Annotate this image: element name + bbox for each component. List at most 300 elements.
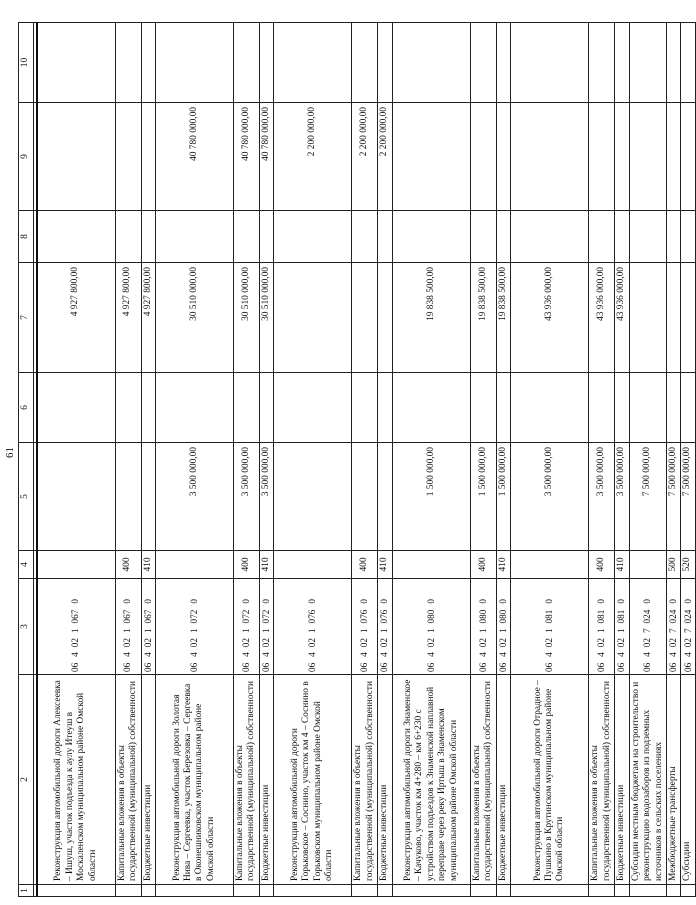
cell-col-5: 1 500 000,00 [470, 443, 496, 551]
code-part: 02 [497, 638, 508, 648]
cell-code [667, 579, 681, 675]
cell-code [496, 579, 510, 675]
cell-code [352, 579, 378, 675]
code-part: 02 [142, 638, 153, 648]
code-part: 02 [642, 638, 653, 648]
code-part: 0 [142, 599, 153, 604]
cell-col-7: 19 838 500,00 [392, 263, 470, 373]
cell-col-10 [378, 23, 392, 103]
code-part: 1 [544, 628, 555, 634]
cell-col-4 [37, 551, 116, 579]
code-part: 06 [497, 662, 508, 672]
cell-col-4: 500 [667, 551, 681, 579]
cell-col-10 [470, 23, 496, 103]
code-part: 4 [307, 652, 318, 657]
cell-col-6 [511, 373, 589, 443]
cell-code [155, 579, 233, 675]
table-row [667, 23, 681, 897]
code-part: 06 [682, 662, 693, 672]
cell-col-6 [233, 373, 259, 443]
cell-col-9 [496, 103, 510, 211]
cell-col-7: 43 936 000,00 [511, 263, 589, 373]
cell-col-8 [259, 211, 273, 263]
cell-col-10 [274, 23, 352, 103]
cell-col-7 [681, 263, 695, 373]
code-part: 0 [240, 599, 251, 604]
cell-description: Капитальные вложения в объекты государственной (муниципальной) собственности [470, 675, 496, 885]
cell-col-9: 2 200 000,00 [274, 103, 352, 211]
cell-col-10 [629, 23, 666, 103]
code-part: 02 [544, 638, 555, 648]
cell-col-10 [352, 23, 378, 103]
code-part: 02 [616, 638, 627, 648]
cell-col-9 [470, 103, 496, 211]
code-part: 0 [497, 599, 508, 604]
code-part: 0 [122, 599, 133, 604]
cell-col-8 [629, 211, 666, 263]
cell-col-10 [37, 23, 116, 103]
cell-col-6 [496, 373, 510, 443]
code-part: 1 [425, 628, 436, 634]
cell-description: Бюджетные инвестиции [496, 675, 510, 885]
table-row [470, 23, 496, 897]
cell-col-5: 7 500 000,00 [629, 443, 666, 551]
cell-col-1 [629, 885, 666, 897]
cell-col-9 [141, 103, 155, 211]
cell-col-8 [352, 211, 378, 263]
table-row [615, 23, 629, 897]
code-part: 0 [682, 599, 693, 604]
code-part: 06 [379, 662, 390, 672]
code-part: 4 [188, 652, 199, 657]
cell-col-7: 30 510 000,00 [233, 263, 259, 373]
cell-col-6 [615, 373, 629, 443]
code-part: 076 [307, 609, 318, 624]
cell-col-9: 40 780 000,00 [259, 103, 273, 211]
code-part: 4 [359, 652, 370, 657]
code-part: 072 [240, 609, 251, 624]
cell-col-10 [589, 23, 615, 103]
cell-code [629, 579, 666, 675]
code-part: 1 [497, 628, 508, 634]
cell-col-8 [615, 211, 629, 263]
code-part: 0 [642, 599, 653, 604]
code-part: 06 [122, 662, 133, 672]
cell-col-1 [470, 885, 496, 897]
cell-col-8 [233, 211, 259, 263]
cell-col-9: 2 200 000,00 [378, 103, 392, 211]
cell-description: Реконструкция автомобильной дороги Горьковское – Соснино, участок км 4 – Соснино в Горьковском муниципальном районе Омской области [274, 675, 352, 885]
code-part: 1 [379, 628, 390, 634]
cell-col-9 [392, 103, 470, 211]
code-part: 4 [240, 652, 251, 657]
cell-col-7 [274, 263, 352, 373]
cell-code [470, 579, 496, 675]
cell-description: Субсидии местным бюджетам на строительство и реконструкцию водозаборов из подземных источников в сельских поселениях [629, 675, 666, 885]
table-row [233, 23, 259, 897]
cell-col-5: 1 500 000,00 [392, 443, 470, 551]
code-part: 0 [477, 599, 488, 604]
cell-col-7: 30 510 000,00 [155, 263, 233, 373]
cell-col-4 [629, 551, 666, 579]
cell-code [392, 579, 470, 675]
code-part: 0 [425, 599, 436, 604]
cell-col-6 [259, 373, 273, 443]
cell-code [615, 579, 629, 675]
cell-col-1 [392, 885, 470, 897]
cell-col-10 [681, 23, 695, 103]
code-part: 1 [477, 628, 488, 634]
code-part: 072 [188, 609, 199, 624]
code-part: 0 [261, 599, 272, 604]
code-part: 06 [477, 662, 488, 672]
cell-col-4: 400 [589, 551, 615, 579]
code-part: 0 [544, 599, 555, 604]
code-part: 02 [307, 638, 318, 648]
cell-col-4: 410 [496, 551, 510, 579]
cell-col-10 [511, 23, 589, 103]
code-part: 4 [122, 652, 133, 657]
cell-col-4: 400 [470, 551, 496, 579]
code-part: 1 [359, 628, 370, 634]
cell-col-8 [155, 211, 233, 263]
code-part: 02 [477, 638, 488, 648]
code-part: 4 [682, 652, 693, 657]
code-part: 1 [616, 628, 627, 634]
cell-col-5: 3 500 000,00 [233, 443, 259, 551]
code-part: 02 [682, 638, 693, 648]
code-part: 024 [682, 609, 693, 624]
cell-description: Субсидии [681, 675, 695, 885]
cell-col-4: 520 [681, 551, 695, 579]
cell-col-8 [392, 211, 470, 263]
code-part: 1 [142, 628, 153, 634]
cell-col-10 [496, 23, 510, 103]
code-part: 06 [616, 662, 627, 672]
cell-col-7: 43 936 000,00 [589, 263, 615, 373]
code-part: 067 [70, 609, 81, 624]
table-row [155, 23, 233, 897]
header-col-1: 1 [19, 885, 34, 897]
cell-col-5 [378, 443, 392, 551]
cell-description: Реконструкция автомобильной дороги Отрадное – Пушкино в Крутинском муниципальном районе Омской области [511, 675, 589, 885]
cell-col-8 [274, 211, 352, 263]
cell-col-4: 410 [615, 551, 629, 579]
code-part: 02 [359, 638, 370, 648]
code-part: 02 [240, 638, 251, 648]
code-part: 080 [477, 609, 488, 624]
cell-col-9 [681, 103, 695, 211]
cell-col-1 [37, 885, 116, 897]
table-row [496, 23, 510, 897]
cell-code [274, 579, 352, 675]
header-col-3: 3 [19, 579, 34, 675]
code-part: 0 [596, 599, 607, 604]
cell-col-9 [511, 103, 589, 211]
cell-col-4: 410 [378, 551, 392, 579]
header-col-5: 5 [19, 443, 34, 551]
cell-col-1 [378, 885, 392, 897]
header-col-4: 4 [19, 551, 34, 579]
cell-col-7: 19 838 500,00 [470, 263, 496, 373]
code-part: 081 [544, 609, 555, 624]
code-part: 4 [477, 652, 488, 657]
cell-code [378, 579, 392, 675]
code-part: 076 [359, 609, 370, 624]
code-part: 06 [142, 662, 153, 672]
cell-col-5 [141, 443, 155, 551]
code-part: 06 [261, 662, 272, 672]
code-part: 0 [379, 599, 390, 604]
cell-col-9 [37, 103, 116, 211]
code-part: 0 [307, 599, 318, 604]
cell-code [37, 579, 116, 675]
cell-col-7 [629, 263, 666, 373]
cell-col-1 [115, 885, 141, 897]
cell-col-10 [615, 23, 629, 103]
cell-col-6 [629, 373, 666, 443]
cell-description: Бюджетные инвестиции [615, 675, 629, 885]
cell-col-1 [589, 885, 615, 897]
code-part: 0 [188, 599, 199, 604]
code-part: 7 [682, 628, 693, 634]
cell-col-8 [470, 211, 496, 263]
code-part: 02 [188, 638, 199, 648]
cell-description: Капитальные вложения в объекты государственной (муниципальной) собственности [589, 675, 615, 885]
cell-col-6 [37, 373, 116, 443]
cell-col-8 [511, 211, 589, 263]
cell-col-5: 7 500 000,00 [667, 443, 681, 551]
cell-description: Капитальные вложения в объекты государственной (муниципальной) собственности [352, 675, 378, 885]
cell-col-6 [589, 373, 615, 443]
code-part: 1 [596, 628, 607, 634]
cell-col-4 [274, 551, 352, 579]
cell-col-6 [378, 373, 392, 443]
cell-col-1 [259, 885, 273, 897]
code-part: 06 [359, 662, 370, 672]
code-part: 02 [425, 638, 436, 648]
table-row [274, 23, 352, 897]
code-part: 024 [642, 609, 653, 624]
cell-col-7: 4 927 800,00 [115, 263, 141, 373]
cell-col-5: 3 500 000,00 [589, 443, 615, 551]
table-row [37, 23, 116, 897]
cell-col-7 [378, 263, 392, 373]
code-part: 4 [616, 652, 627, 657]
cell-description: Бюджетные инвестиции [378, 675, 392, 885]
cell-col-10 [155, 23, 233, 103]
code-part: 067 [142, 609, 153, 624]
code-part: 4 [642, 652, 653, 657]
code-part: 067 [122, 609, 133, 624]
cell-col-9 [667, 103, 681, 211]
table-row [681, 23, 695, 897]
code-part: 076 [379, 609, 390, 624]
code-part: 1 [122, 628, 133, 634]
cell-col-9 [615, 103, 629, 211]
cell-col-9: 40 780 000,00 [155, 103, 233, 211]
code-part: 02 [379, 638, 390, 648]
cell-col-8 [115, 211, 141, 263]
code-part: 4 [668, 652, 679, 657]
code-part: 02 [668, 638, 679, 648]
cell-col-5 [352, 443, 378, 551]
cell-col-8 [589, 211, 615, 263]
code-part: 081 [616, 609, 627, 624]
code-part: 0 [668, 599, 679, 604]
cell-col-1 [233, 885, 259, 897]
cell-description: Межбюджетные трансферты [667, 675, 681, 885]
cell-col-9: 2 200 000,00 [352, 103, 378, 211]
cell-col-1 [496, 885, 510, 897]
code-part: 02 [596, 638, 607, 648]
cell-col-5 [115, 443, 141, 551]
code-part: 024 [668, 609, 679, 624]
code-part: 0 [359, 599, 370, 604]
cell-description: Реконструкция автомобильной дороги Знаменское – Качуково, участок км 4+280 – км 6+230 с устройством подъездов к Знаменской наплавной переправе через реку Иртыш в Знаменском муниципальном районе Омской области [392, 675, 470, 885]
code-part: 06 [425, 662, 436, 672]
code-part: 1 [261, 628, 272, 634]
code-part: 06 [70, 662, 81, 672]
code-part: 06 [642, 662, 653, 672]
cell-col-1 [155, 885, 233, 897]
code-part: 02 [261, 638, 272, 648]
table-row [589, 23, 615, 897]
code-part: 02 [122, 638, 133, 648]
cell-col-5 [274, 443, 352, 551]
cell-col-7: 19 838 500,00 [496, 263, 510, 373]
cell-col-5: 1 500 000,00 [496, 443, 510, 551]
cell-col-7: 4 927 800,00 [37, 263, 116, 373]
cell-code [233, 579, 259, 675]
code-part: 4 [70, 652, 81, 657]
cell-col-1 [141, 885, 155, 897]
cell-col-5: 3 500 000,00 [615, 443, 629, 551]
code-part: 06 [596, 662, 607, 672]
header-col-2: 2 [19, 675, 34, 885]
cell-col-5 [37, 443, 116, 551]
cell-col-4 [511, 551, 589, 579]
cell-col-10 [233, 23, 259, 103]
header-col-8: 8 [19, 211, 34, 263]
cell-col-10 [141, 23, 155, 103]
table-row [511, 23, 589, 897]
cell-col-8 [681, 211, 695, 263]
table-row [141, 23, 155, 897]
code-part: 7 [668, 628, 679, 634]
code-part: 1 [188, 628, 199, 634]
cell-col-1 [274, 885, 352, 897]
cell-col-8 [141, 211, 155, 263]
cell-col-9: 40 780 000,00 [233, 103, 259, 211]
cell-col-4 [392, 551, 470, 579]
header-col-6: 6 [19, 373, 34, 443]
cell-col-1 [667, 885, 681, 897]
header-col-9: 9 [19, 103, 34, 211]
cell-code [259, 579, 273, 675]
table-row [378, 23, 392, 897]
cell-col-6 [155, 373, 233, 443]
cell-col-10 [259, 23, 273, 103]
code-part: 4 [497, 652, 508, 657]
cell-col-5: 3 500 000,00 [155, 443, 233, 551]
cell-col-7 [667, 263, 681, 373]
header-row [19, 23, 34, 897]
cell-col-7: 30 510 000,00 [259, 263, 273, 373]
cell-description: Реконструкция автомобильной дороги Золотая Нива – Сергеевка, участок Березовка – Сергеевка в Оконешниковском муниципальном районе Омской области [155, 675, 233, 885]
header-col-7: 7 [19, 263, 34, 373]
cell-col-1 [615, 885, 629, 897]
code-part: 4 [142, 652, 153, 657]
table-row [392, 23, 470, 897]
code-part: 080 [497, 609, 508, 624]
header-col-10: 10 [19, 23, 34, 103]
cell-code [681, 579, 695, 675]
cell-col-1 [681, 885, 695, 897]
cell-col-5: 3 500 000,00 [259, 443, 273, 551]
cell-code [115, 579, 141, 675]
cell-col-5: 3 500 000,00 [511, 443, 589, 551]
cell-description: Бюджетные инвестиции [259, 675, 273, 885]
cell-col-5: 7 500 000,00 [681, 443, 695, 551]
cell-col-4 [155, 551, 233, 579]
code-part: 06 [307, 662, 318, 672]
code-part: 4 [596, 652, 607, 657]
cell-col-8 [496, 211, 510, 263]
table-row [352, 23, 378, 897]
cell-col-10 [115, 23, 141, 103]
cell-col-8 [37, 211, 116, 263]
cell-col-4: 410 [141, 551, 155, 579]
cell-col-9 [115, 103, 141, 211]
cell-col-8 [667, 211, 681, 263]
cell-col-4: 400 [233, 551, 259, 579]
cell-col-9 [629, 103, 666, 211]
budget-table [18, 22, 696, 897]
cell-col-7: 43 936 000,00 [615, 263, 629, 373]
cell-col-6 [470, 373, 496, 443]
cell-col-6 [392, 373, 470, 443]
table-row [259, 23, 273, 897]
code-part: 06 [668, 662, 679, 672]
page-number: 61 [4, 447, 16, 458]
cell-description: Реконструкция автомобильной дороги Алексеевка – Ишуш, участок подъезда к аулу Итеуш в Москаленском муниципальном районе Омской области [37, 675, 116, 885]
cell-col-7 [352, 263, 378, 373]
cell-code [141, 579, 155, 675]
code-part: 4 [379, 652, 390, 657]
code-part: 06 [544, 662, 555, 672]
cell-code [511, 579, 589, 675]
code-part: 072 [261, 609, 272, 624]
cell-col-1 [511, 885, 589, 897]
code-part: 4 [261, 652, 272, 657]
cell-col-1 [352, 885, 378, 897]
cell-col-6 [681, 373, 695, 443]
cell-description: Капитальные вложения в объекты государственной (муниципальной) собственности [233, 675, 259, 885]
code-part: 1 [240, 628, 251, 634]
cell-col-6 [667, 373, 681, 443]
cell-col-6 [274, 373, 352, 443]
cell-col-6 [141, 373, 155, 443]
cell-col-10 [392, 23, 470, 103]
cell-description: Капитальные вложения в объекты государственной (муниципальной) собственности [115, 675, 141, 885]
code-part: 06 [188, 662, 199, 672]
code-part: 1 [307, 628, 318, 634]
code-part: 081 [596, 609, 607, 624]
cell-col-7: 4 927 800,00 [141, 263, 155, 373]
cell-description: Бюджетные инвестиции [141, 675, 155, 885]
code-part: 080 [425, 609, 436, 624]
